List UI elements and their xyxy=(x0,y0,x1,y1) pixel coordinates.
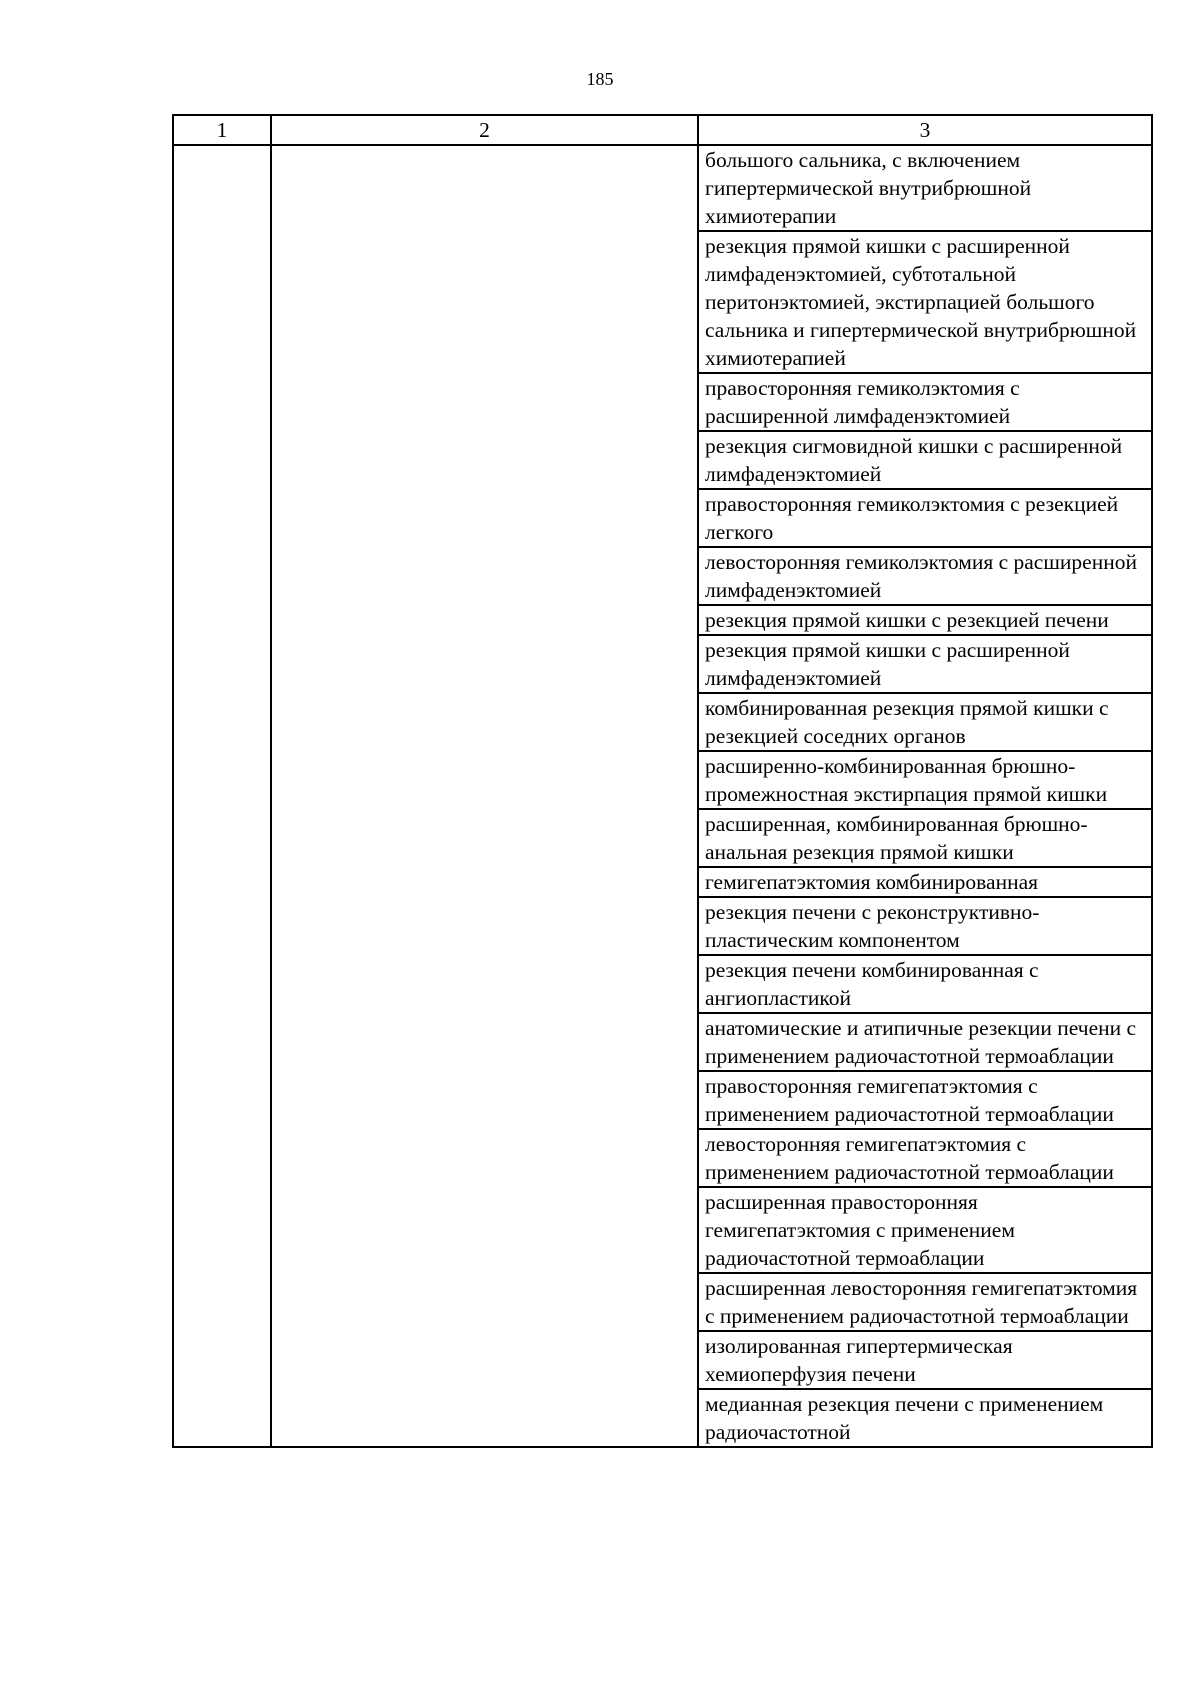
procedure-cell: расширенная, комбинированная брюшно-анальная резекция прямой кишки xyxy=(698,809,1152,867)
procedures-table xyxy=(172,114,1153,1448)
column-2-cell xyxy=(271,145,698,1447)
procedure-cell: резекция печени комбинированная с ангиопластикой xyxy=(698,955,1152,1013)
procedure-cell: правосторонняя гемиколэктомия с резекцией легкого xyxy=(698,489,1152,547)
procedure-cell: правосторонняя гемиколэктомия с расширенной лимфаденэктомией xyxy=(698,373,1152,431)
procedure-cell: резекция прямой кишки с расширенной лимфаденэктомией xyxy=(698,635,1152,693)
procedure-cell: комбинированная резекция прямой кишки с резекцией соседних органов xyxy=(698,693,1152,751)
procedure-cell: резекция печени с реконструктивно-пластическим компонентом xyxy=(698,897,1152,955)
procedure-cell: медианная резекция печени с применением радиочастотной xyxy=(698,1389,1152,1447)
procedure-cell: левосторонняя гемиколэктомия с расширенной лимфаденэктомией xyxy=(698,547,1152,605)
header-col-1: 1 xyxy=(173,115,271,145)
procedure-cell: расширенная правосторонняя гемигепатэктомия с применением радиочастотной термоаблации xyxy=(698,1187,1152,1273)
procedure-cell: резекция прямой кишки с расширенной лимфаденэктомией, субтотальной перитонэктомией, экстирпацией большого сальника и гипертермической внутрибрюшной химиотерапией xyxy=(698,231,1152,373)
procedure-cell: анатомические и атипичные резекции печени с применением радиочастотной термоаблации xyxy=(698,1013,1152,1071)
header-col-3: 3 xyxy=(698,115,1152,145)
procedure-cell: левосторонняя гемигепатэктомия с применением радиочастотной термоаблации xyxy=(698,1129,1152,1187)
procedure-cell: расширенно-комбинированная брюшно-промежностная экстирпация прямой кишки xyxy=(698,751,1152,809)
header-col-2: 2 xyxy=(271,115,698,145)
column-1-cell xyxy=(173,145,271,1447)
procedure-cell: резекция прямой кишки с резекцией печени xyxy=(698,605,1152,635)
procedure-cell: правосторонняя гемигепатэктомия с применением радиочастотной термоаблации xyxy=(698,1071,1152,1129)
procedure-cell: гемигепатэктомия комбинированная xyxy=(698,867,1152,897)
table-row xyxy=(173,145,1152,231)
procedure-cell: изолированная гипертермическая хемиоперфузия печени xyxy=(698,1331,1152,1389)
page-number: 185 xyxy=(586,69,614,89)
procedure-cell: резекция сигмовидной кишки с расширенной лимфаденэктомией xyxy=(698,431,1152,489)
table-header-row xyxy=(173,115,1152,145)
procedure-cell: большого сальника, с включением гипертермической внутрибрюшной химиотерапии xyxy=(698,145,1152,231)
procedure-cell: расширенная левосторонняя гемигепатэктомия с применением радиочастотной термоаблации xyxy=(698,1273,1152,1331)
